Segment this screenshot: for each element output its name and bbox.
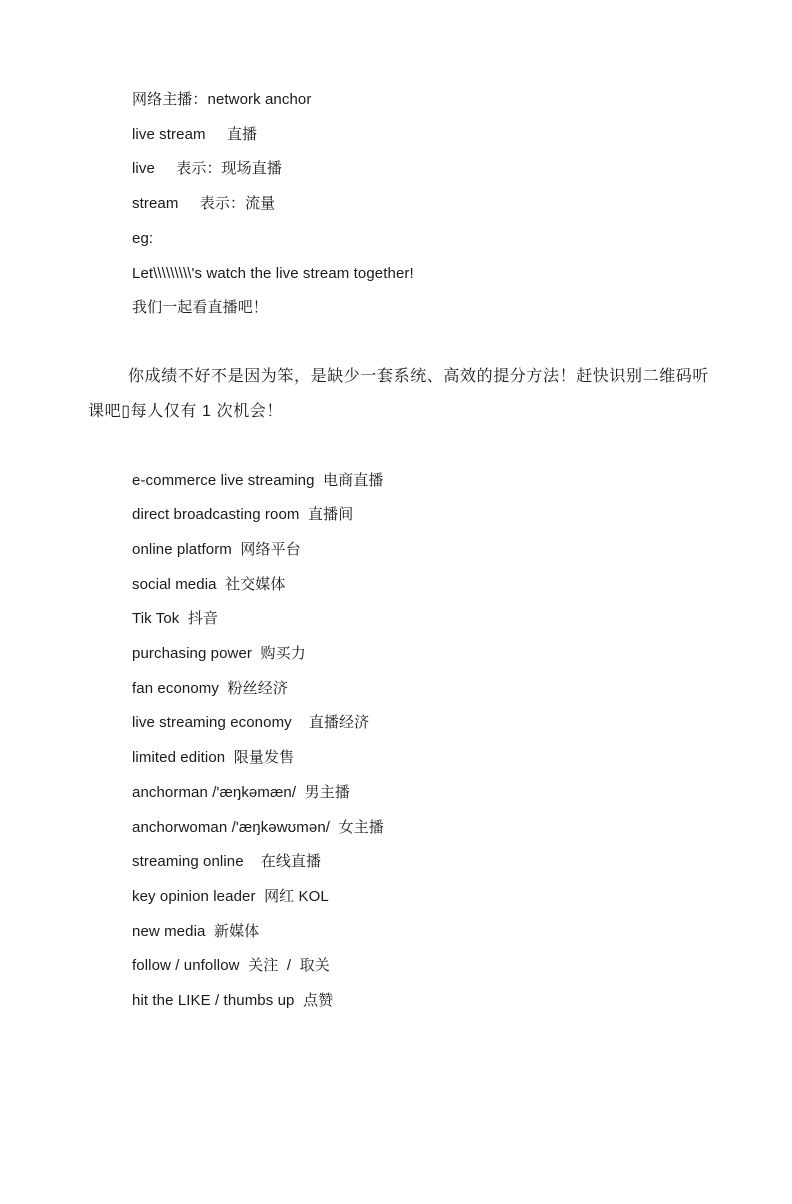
text-line: key opinion leader 网红 KOL bbox=[132, 887, 329, 905]
text-line: anchorman /'æŋkəmæn/ 男主播 bbox=[132, 783, 350, 801]
text-line: stream 表示：流量 bbox=[132, 195, 276, 213]
text-line: limited edition 限量发售 bbox=[132, 749, 295, 767]
text-line: hit the LIKE / thumbs up 点赞 bbox=[132, 992, 334, 1010]
text-line: 网络主播：network anchor bbox=[132, 91, 312, 108]
text-line: follow / unfollow 关注 / 取关 bbox=[132, 957, 330, 975]
text-line: Tik Tok 抖音 bbox=[132, 610, 219, 628]
text-line: live stream 直播 bbox=[132, 125, 258, 143]
text-line: eg: bbox=[132, 229, 154, 247]
text-line: new media 新媒体 bbox=[132, 922, 260, 940]
text-line: fan economy 粉丝经济 bbox=[132, 679, 288, 697]
text-line: e-commerce live streaming 电商直播 bbox=[132, 471, 384, 489]
text-line: direct broadcasting room 直播间 bbox=[132, 506, 354, 524]
intro-section bbox=[132, 83, 752, 326]
document-page bbox=[0, 83, 792, 1204]
text-line: 我们一起看直播吧！ bbox=[132, 299, 268, 317]
text-line: social media 社交媒体 bbox=[132, 575, 286, 593]
text-line: live streaming economy 直播经济 bbox=[132, 714, 370, 732]
text-line: purchasing power 购买力 bbox=[132, 645, 306, 663]
text-line: live 表示：现场直播 bbox=[132, 160, 282, 178]
text-line: streaming online 在线直播 bbox=[132, 853, 322, 871]
vocab-section bbox=[132, 464, 752, 1019]
text-line: Let\\\\\\\\\'s watch the live stream together! bbox=[132, 264, 414, 282]
promo-paragraph: 你成绩不好不是因为笨，是缺少一套系统、高效的提分方法！赶快识别二维码听课吧▯每人仅有 1 次机会！ bbox=[88, 367, 710, 420]
text-line: anchorwoman /'æŋkəwʊmən/ 女主播 bbox=[132, 818, 384, 836]
text-line: online platform 网络平台 bbox=[132, 540, 301, 558]
